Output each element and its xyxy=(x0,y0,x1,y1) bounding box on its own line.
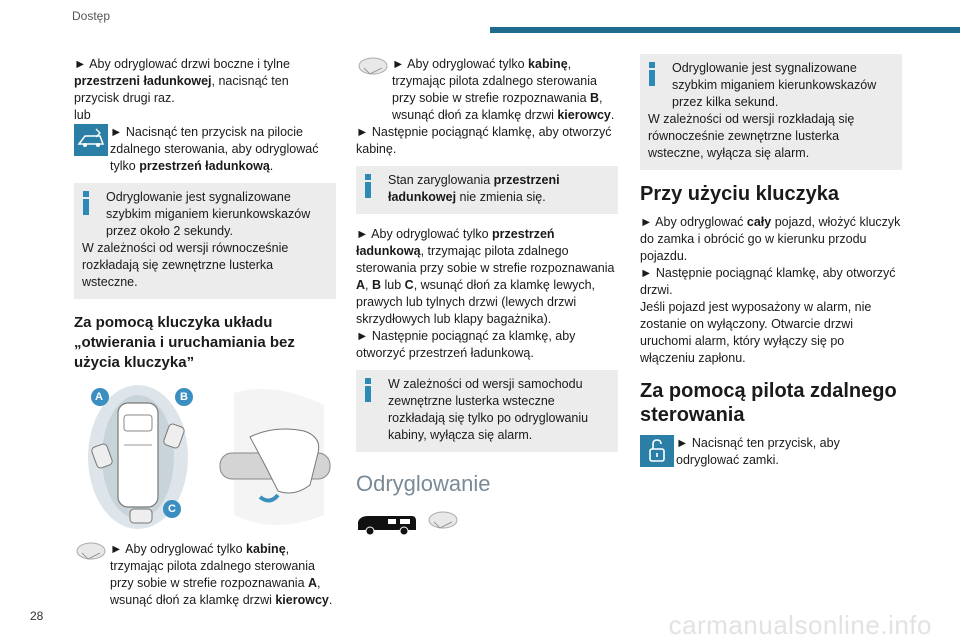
info-text: Odryglowanie jest sygnalizowane szybkim miganiem kierunkowskazów przez około 2 sekundy. xyxy=(106,190,311,238)
zones-diagram xyxy=(74,385,336,535)
paragraph: ► Aby odryglować tylko przestrzeń ładunkową, trzymając pilota zdalnego sterowania przy sobie w strefie rozpoznawania A, B lub C, wsunąć dłoń za klamkę lewych, prawych lub tylnych drzwi (lewych drzwi skrzydłowych lub klapy bagażnika). xyxy=(356,227,615,326)
instruction-with-icon xyxy=(640,435,902,469)
paragraph: ► Nacisnąć ten przycisk na pilocie zdalnego sterowania, aby odryglować tylko przestrzeń ładunkową. xyxy=(110,125,319,173)
van-unlock-icon xyxy=(74,124,108,156)
paragraph: ► Następnie pociągnąć klamkę, aby otworzyć drzwi. xyxy=(640,266,896,297)
or-text: lub xyxy=(74,108,91,122)
section-heading: Przy użyciu kluczyka xyxy=(640,183,839,205)
info-text: W zależności od wersji równocześnie rozkładają się zewnętrzne lusterka wsteczne. xyxy=(82,241,289,289)
instruction-with-icon xyxy=(356,56,618,124)
keyless-hand-icon xyxy=(74,541,108,569)
zone-label-b: B xyxy=(180,391,188,403)
keyless-zones-illustration xyxy=(74,385,336,535)
section-header: Dostęp xyxy=(72,9,111,23)
section-heading: Za pomocą kluczyka układu „otwierania i uruchamiania bez użycia kluczyka” xyxy=(74,314,295,371)
paragraph: ► Aby odryglować tylko kabinę, trzymając pilota zdalnego sterowania przy sobie w strefie rozpoznawania A, wsunąć dłoń za klamkę drzwi kierowcy. xyxy=(110,542,333,607)
header-accent-bar xyxy=(490,27,960,33)
info-icon xyxy=(364,378,372,402)
info-text: W zależności od wersji samochodu zewnętrzne lusterka wsteczne rozkładają się tylko po odryglowaniu kabiny, wyłącza się alarm. xyxy=(388,377,589,442)
column-3 xyxy=(640,56,902,469)
info-icon xyxy=(364,174,372,198)
instruction-with-icon xyxy=(74,124,336,175)
watermark: carmanualsonline.info xyxy=(668,610,932,640)
paragraph: ► Następnie pociągnąć klamkę, aby otworzyć kabinę. xyxy=(356,125,612,156)
page-number: 28 xyxy=(30,609,44,623)
info-icon xyxy=(648,62,656,86)
icon-row xyxy=(356,510,618,538)
van-icon xyxy=(356,512,418,536)
column-1 xyxy=(74,56,336,609)
paragraph: ► Aby odryglować tylko kabinę, trzymając pilota zdalnego sterowania przy sobie w strefie rozpoznawania B, wsunąć dłoń za klamkę drzwi kierowcy. xyxy=(392,57,615,122)
zone-label-a: A xyxy=(95,391,103,403)
info-text: W zależności od wersji rozkładają się równocześnie zewnętrzne lusterka wsteczne, wyłącza się alarm. xyxy=(648,112,855,160)
column-2 xyxy=(356,56,618,538)
info-box xyxy=(640,54,902,170)
keyless-hand-icon xyxy=(426,510,460,538)
info-text: Stan zaryglowania przestrzeni ładunkowej nie zmienia się. xyxy=(388,173,560,204)
paragraph: Jeśli pojazd jest wyposażony w alarm, nie zostanie on wyłączony. Otwarcie drzwi uruchomi alarm, który wyłączy się po włączeniu zapłonu. xyxy=(640,300,872,365)
info-text: Odryglowanie jest sygnalizowane szybkim miganiem kierunkowskazów przez kilka sekund. xyxy=(672,61,877,109)
instruction-with-icon xyxy=(74,541,336,609)
section-heading: Za pomocą pilota zdalnego sterowania xyxy=(640,380,897,426)
paragraph: ► Aby odryglować drzwi boczne i tylne przestrzeni ładunkowej, nacisnąć ten przycisk drugi raz. xyxy=(74,57,290,105)
info-box xyxy=(74,183,336,299)
paragraph: ► Nacisnąć ten przycisk, aby odryglować zamki. xyxy=(676,436,840,467)
info-icon xyxy=(82,191,90,215)
info-box xyxy=(356,370,618,452)
paragraph: ► Następnie pociągnąć za klamkę, aby otworzyć przestrzeń ładunkową. xyxy=(356,329,576,360)
keyless-hand-icon xyxy=(356,56,390,84)
zone-label-c: C xyxy=(168,503,176,515)
info-box xyxy=(356,166,618,214)
padlock-open-icon xyxy=(640,435,674,467)
paragraph: ► Aby odryglować cały pojazd, włożyć kluczyk do zamka i obrócić go w kierunku przodu pojazdu. xyxy=(640,215,901,263)
section-heading: Odryglowanie xyxy=(356,471,491,496)
